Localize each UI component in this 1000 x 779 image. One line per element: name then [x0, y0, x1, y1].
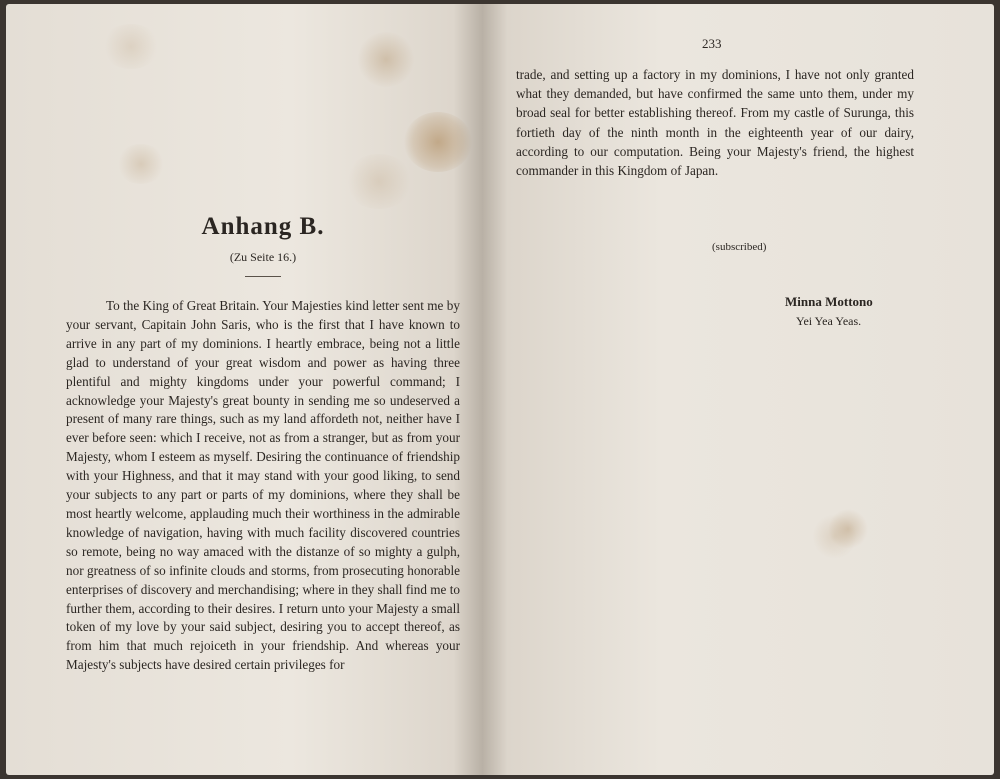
signature-subtitle: Yei Yea Yeas.	[796, 314, 862, 328]
left-page	[6, 4, 482, 775]
letter-paragraph: To the King of Great Britain. Your Majesties kind letter sent me by your servant, Capitain John Saris, who is the first that I have known to arrive in any part of my dominions. I heartly embrace, being not a little glad to understand of your great wisdom and power as having three plentiful and mighty kingdoms under your powerful command; I acknowledge your Majesty's great bounty in sending me so undeserved a present of many rare things, such as my land affordeth not, neither have I ever before seen: which I receive, not as from a stranger, but as from your Majesty, whom I esteem as myself. Desiring the continuance of friendship with your Highness, and that it may stand with your good liking, to send your subjects to any part or parts of my dominions, where they shall be most heartly welcome, applauding much their worthiness in the admirable knowledge of navigation, having with much facility discovered countries so remote, being no way amaced with the distanze of so mighty a gulph, nor greatness of so infinite clouds and storms, from prosecuting honorable enterprises of discovery and merchandising; where in they shall find me to further them, according to their desires. I return unto your Majesty a small token of my love by your said subject, desiring you to accept thereof, as from him that much rejoiceth in your friendship. And whereas your Majesty's subjects have desired certain privileges for	[66, 298, 460, 673]
appendix-section	[66, 212, 460, 675]
appendix-heading: Anhang B.	[201, 213, 325, 240]
stain	[344, 154, 414, 209]
stain	[828, 509, 868, 549]
stain	[812, 514, 857, 559]
stain	[356, 32, 416, 87]
stain	[404, 112, 472, 172]
stain	[116, 144, 166, 184]
page-number: 233	[702, 36, 722, 51]
letter-body	[66, 297, 460, 675]
divider	[245, 276, 281, 277]
letter-continuation	[516, 65, 914, 180]
stain	[101, 24, 161, 69]
subscribed-note: (subscribed)	[712, 241, 767, 253]
page-reference: (Zu Seite 16.)	[229, 250, 297, 264]
letter-paragraph: trade, and setting up a factory in my dominions, I have not only granted what they demanded, but have confirmed the same unto them, under my broad seal for better establishing thereof. From my castle of Surunga, this fortieth day of the ninth month in the eighteenth year of our dairy, according to our computation. Being your Majesty's friend, the highest commander in this Kingdom of Japan.	[516, 67, 914, 179]
right-page	[482, 4, 994, 775]
signature-name: Minna Mottono	[785, 294, 873, 309]
